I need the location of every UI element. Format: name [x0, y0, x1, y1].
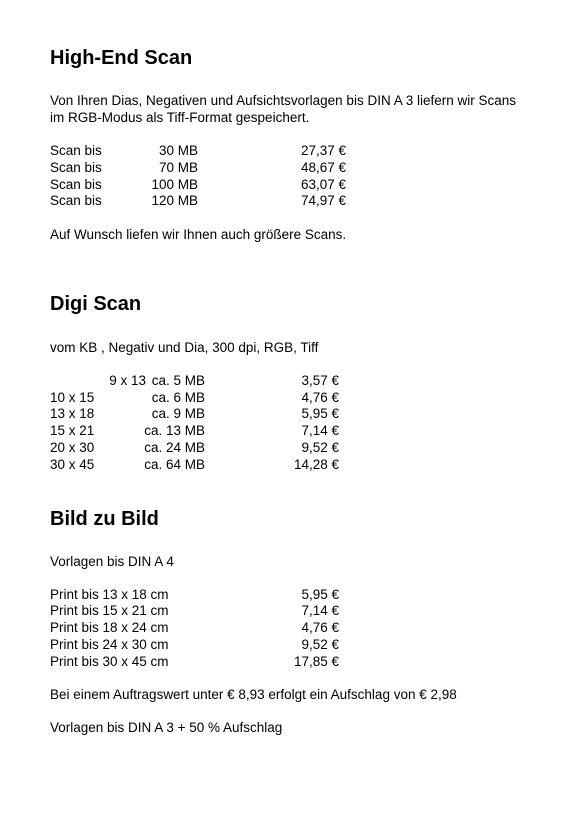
price-row	[50, 422, 370, 439]
price-row	[50, 619, 370, 636]
row-size: ca. 64 MB	[144, 457, 205, 472]
row-price: 74,97 €	[300, 193, 346, 208]
row-price: 9,52 €	[301, 637, 339, 652]
row-label: Print bis 24 x 30 cm	[50, 637, 169, 652]
price-row	[50, 176, 370, 193]
row-price: 48,67 €	[300, 160, 346, 175]
high-end-intro-line-2: im RGB-Modus als Tiff-Format gespeichert.	[50, 110, 310, 125]
section-title-digi-scan: Digi Scan	[50, 293, 142, 315]
row-price: 4,76 €	[301, 620, 339, 635]
price-row	[50, 653, 370, 670]
row-price: 3,57 €	[301, 373, 339, 388]
row-size: 30 MB	[158, 143, 198, 158]
row-size: ca. 5 MB	[151, 373, 205, 388]
bild-intro: Vorlagen bis DIN A 4	[50, 554, 174, 569]
row-format: 10 x 15	[50, 390, 95, 405]
row-label: Print bis 30 x 45 cm	[50, 654, 169, 669]
price-row	[50, 389, 370, 406]
row-format: 9 x 13	[109, 373, 146, 388]
row-price: 7,14 €	[301, 603, 339, 618]
row-size: 120 MB	[151, 193, 198, 208]
price-row	[50, 602, 370, 619]
row-label: Print bis 18 x 24 cm	[50, 620, 169, 635]
row-price: 63,07 €	[300, 177, 346, 192]
price-row	[50, 372, 370, 389]
high-end-intro-line-1: Von Ihren Dias, Negativen und Aufsichtsvorlagen bis DIN A 3 liefern wir Scans	[50, 93, 517, 108]
section-title-high-end-scan: High-End Scan	[50, 47, 193, 69]
digi-intro: vom KB , Negativ und Dia, 300 dpi, RGB, Tiff	[50, 340, 319, 355]
row-price: 27,37 €	[300, 143, 346, 158]
row-price: 7,14 €	[301, 423, 339, 438]
price-row	[50, 405, 370, 422]
row-format: 13 x 18	[50, 406, 95, 421]
row-label: Print bis 15 x 21 cm	[50, 603, 169, 618]
row-size: 100 MB	[151, 177, 198, 192]
price-row	[50, 192, 370, 209]
row-label: Scan bis	[50, 193, 102, 208]
din-a3-surcharge-note: Vorlagen bis DIN A 3 + 50 % Aufschlag	[50, 720, 283, 735]
row-size: ca. 6 MB	[151, 390, 205, 405]
row-label: Print bis 13 x 18 cm	[50, 587, 169, 602]
price-row	[50, 439, 370, 456]
row-size: 70 MB	[158, 160, 198, 175]
row-price: 17,85 €	[293, 654, 339, 669]
surcharge-note: Bei einem Auftragswert unter € 8,93 erfolgt ein Aufschlag von € 2,98	[50, 687, 457, 702]
price-row	[50, 586, 370, 603]
row-price: 4,76 €	[301, 390, 339, 405]
row-price: 5,95 €	[301, 587, 339, 602]
row-label: Scan bis	[50, 160, 102, 175]
row-price: 9,52 €	[301, 440, 339, 455]
row-label: Scan bis	[50, 177, 102, 192]
row-format: 20 x 30	[50, 440, 95, 455]
price-row	[50, 456, 370, 473]
section-title-bild-zu-bild: Bild zu Bild	[50, 508, 159, 530]
row-price: 14,28 €	[293, 457, 339, 472]
row-label: Scan bis	[50, 143, 102, 158]
row-format: 15 x 21	[50, 423, 95, 438]
high-end-note: Auf Wunsch liefen wir Ihnen auch größere Scans.	[50, 227, 347, 242]
row-format: 30 x 45	[50, 457, 95, 472]
row-size: ca. 9 MB	[151, 406, 205, 421]
price-row	[50, 159, 370, 176]
price-row	[50, 636, 370, 653]
row-size: ca. 24 MB	[144, 440, 205, 455]
row-size: ca. 13 MB	[144, 423, 205, 438]
row-price: 5,95 €	[301, 406, 339, 421]
price-row	[50, 142, 370, 159]
